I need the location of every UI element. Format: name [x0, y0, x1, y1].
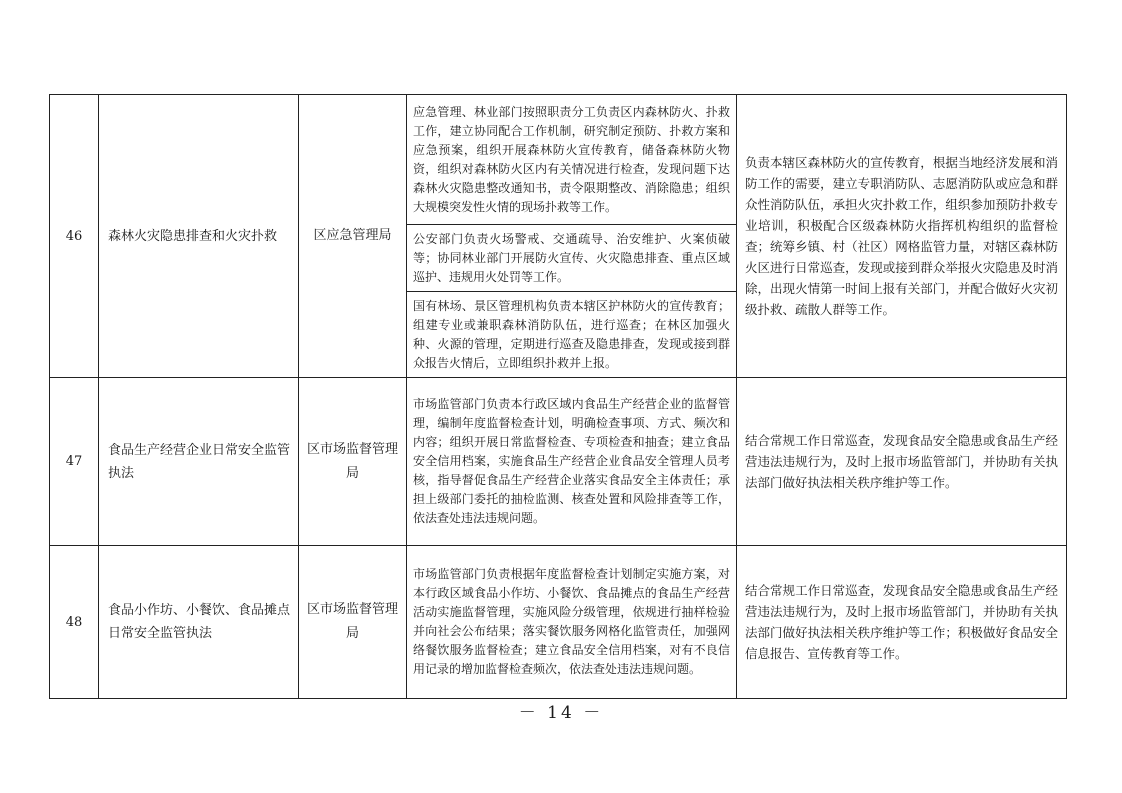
item-name: 森林火灾隐患排查和火灾扑救 — [99, 95, 299, 378]
lead-department: 区市场监督管理局 — [299, 546, 407, 699]
department-duty: 应急管理、林业部门按照职责分工负责区内森林防火、扑救工作，建立协同配合工作机制，研究制定预防、扑救方案和应急预案，组织开展森林防火宣传教育，储备森林防火物资，组织对森林防火区内有关情况进行检查，发现问题下达森林火灾隐患整改通知书，责令限期整改、消除隐患；组织大规模突发性火情的现场扑救等工作。 — [407, 95, 737, 225]
department-duty: 市场监管部门负责根据年度监督检查计划制定实施方案，对本行政区域食品小作坊、小餐饮、食品摊点的食品生产经营活动实施监督管理，实施风险分级管理，依规进行抽样检验并向社会公布结果；落实餐饮服务网格化监管责任，加强网络餐饮服务监督检查；建立食品安全信用档案，对有不良信用记录的增加监督检查频次，依法查处违法违规问题。 — [407, 546, 737, 699]
table-row — [50, 95, 1067, 225]
lead-department: 区应急管理局 — [299, 95, 407, 378]
department-duty: 市场监管部门负责本行政区域内食品生产经营企业的监督管理，编制年度监督检查计划，明确检查事项、方式、频次和内容；组织开展日常监督检查、专项检查和抽查；建立食品安全信用档案，实施食品生产经营企业食品安全管理人员考核，指导督促食品生产经营企业落实食品安全主体责任；承担上级部门委托的抽检监测、核查处置和风险排查等工作，依法查处违法违规问题。 — [407, 378, 737, 546]
township-duty: 负责本辖区森林防火的宣传教育，根据当地经济发展和消防工作的需要，建立专职消防队、志愿消防队或应急和群众性消防队伍，承担火灾扑救工作，组织参加预防扑救专业培训，积极配合区级森林防火指挥机构组织的监督检查；统筹乡镇、村（社区）网格监管力量，对辖区森林防火区进行日常巡查，发现或接到群众举报火灾隐患及时消除，出现火情第一时间上报有关部门，并配合做好火灾初级扑救、疏散人群等工作。 — [737, 95, 1067, 378]
department-duty: 公安部门负责火场警戒、交通疏导、治安维护、火案侦破等；协同林业部门开展防火宣传、火灾隐患排查、重点区域巡护、违规用火处罚等工作。 — [407, 225, 737, 292]
row-number: 46 — [50, 95, 99, 378]
item-name: 食品小作坊、小餐饮、食品摊点日常安全监管执法 — [99, 546, 299, 699]
table-row — [50, 546, 1067, 699]
township-duty: 结合常规工作日常巡查，发现食品安全隐患或食品生产经营违法违规行为，及时上报市场监管部门，并协助有关执法部门做好执法相关秩序维护等工作。 — [737, 378, 1067, 546]
row-number: 48 — [50, 546, 99, 699]
row-number: 47 — [50, 378, 99, 546]
item-name: 食品生产经营企业日常安全监管执法 — [99, 378, 299, 546]
duty-table — [49, 94, 1067, 699]
department-duty: 国有林场、景区管理机构负责本辖区护林防火的宣传教育；组建专业或兼职森林消防队伍，进行巡查；在林区加强火种、火源的管理，定期进行巡查及隐患排查，发现或接到群众报告火情后，立即组织扑救并上报。 — [407, 292, 737, 378]
township-duty: 结合常规工作日常巡查，发现食品安全隐患或食品生产经营违法违规行为，及时上报市场监管部门，并协助有关执法部门做好执法相关秩序维护等工作；积极做好食品安全信息报告、宣传教育等工作。 — [737, 546, 1067, 699]
lead-department: 区市场监督管理局 — [299, 378, 407, 546]
table-row — [50, 378, 1067, 546]
page-number: － 14 － — [518, 703, 604, 723]
